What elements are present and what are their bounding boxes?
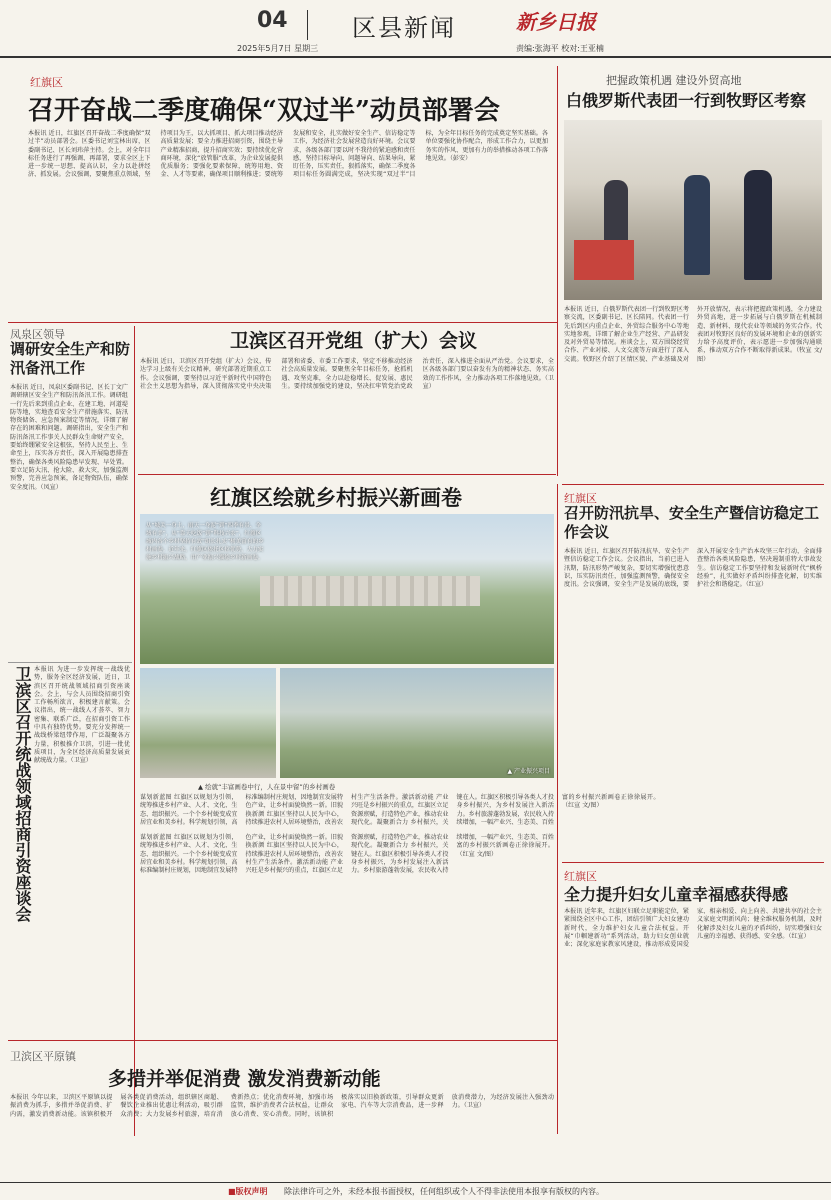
section-rule	[138, 474, 556, 475]
headline: 调研安全生产和防汛备汛工作	[10, 340, 131, 377]
section-rule	[8, 322, 557, 323]
headline: 白俄罗斯代表团一行到牧野区考察	[566, 91, 807, 110]
article-body: 本报讯 近日，凤泉区委副书记、区长丁文广调研辖区安全生产和防汛备汛工作。调研组一行先后来到重点企业、在建工地、河道堤防等地，实地查看安全生产措施落实、防汛物资储备、应急预案制定等情况，详细了解存在的困难和问题。调研指出，安全生产和防汛备汛工作事关人民群众生命财产安全，要始终绷紧安全这根弦，坚持人民至上、生命至上，压实各方责任，深入开展隐患排查整治，确保各类风险隐患早发现、早处置。要立足防大汛、抢大险、救大灾，加强监测预警，完善应急预案，备足物资队伍，确保安全度汛。（凤宣）	[10, 384, 128, 491]
masthead-rule	[0, 56, 831, 58]
section-rule	[562, 484, 824, 485]
column-divider	[557, 66, 558, 476]
district-tag: 红旗区	[564, 870, 597, 883]
person-figure	[744, 170, 772, 280]
footer-label: ■版权声明	[228, 1187, 268, 1196]
article-body-continued: 谋划新蓝图 红旗区以规划为引领，统筹推进乡村产业、人才、文化、生态、组织振兴。一个个乡村蜕变成宜居宜业和美乡村。科学规划引领，高标准编制村庄规划，因地制宜发展特色产业，让乡村面貌焕然一新。旧貌换新颜 红旗区坚持以人民为中心，持续推进农村人居环境整治，改善农村生产生活条件。激活新动能 产业兴旺是乡村振兴的重点，红旗区立足资源禀赋，打造特色产业，推动农业现代化。凝聚新合力 乡村振兴，关键在人。红旗区积极引导各类人才投身乡村振兴，为乡村发展注入新活力。乡村旅游蓬勃发展，农民收入持续增加，一幅产业兴、生态美、百姓富的乡村振兴新画卷正徐徐展开。（红宣 文/图）	[140, 834, 554, 875]
article-body: 本报讯 今年以来，卫滨区平原镇以提振消费为抓手，多措并举促消费、扩内需，激发消费新动能。该镇积极开展各类促消费活动，组织辖区商超、餐饮企业推出优惠让利活动，吸引群众消费；大力发展乡村旅游，培育消费新热点；优化消费环境，加强市场监管，维护消费者合法权益，让群众放心消费、安心消费。同时，该镇积极落实以旧换新政策，引导群众更新家电、汽车等大宗消费品，进一步释放消费潜力，为经济发展注入强劲动力。（卫宣）	[10, 1094, 554, 1118]
article-flood-safety-meeting	[562, 484, 824, 858]
person-figure	[684, 175, 710, 275]
section-rule	[8, 1040, 557, 1041]
headline: 多措并举促消费 激发消费新动能	[108, 1068, 381, 1090]
paper-logo: 新乡日报	[516, 10, 596, 34]
headline: 召开防汛抗旱、安全生产暨信访稳定工作会议	[564, 504, 820, 541]
article-body: 本报讯 近年来，红旗区妇联立足职能定位，紧紧围绕全区中心工作，团结引领广大妇女建功新时代，全力维护妇女儿童合法权益。开展“巾帼建新功”系列活动，助力妇女创业就业；深化家庭家教家风建设，推动形成爱国爱家、相亲相爱、向上向善、共建共享的社会主义家庭文明新风尚；健全维权服务机制，及时化解涉及妇女儿童的矛盾纠纷，切实增强妇女儿童的幸福感、获得感、安全感。（红宣）	[564, 908, 822, 949]
issue-date: 2025年5月7日 星期三	[237, 44, 319, 53]
headline: 卫滨区召开党组（扩大）会议	[230, 330, 478, 352]
village-rooftops	[260, 576, 480, 606]
photo-caption: ▲ 绘就“丰富画卷中行，人在景中留”的乡村画卷	[198, 783, 336, 791]
headline: 红旗区绘就乡村振兴新画卷	[210, 485, 462, 510]
district-tag: 红旗区	[564, 492, 597, 505]
column-divider	[134, 326, 135, 1136]
industry-photo	[280, 668, 554, 778]
article-belarus-delegation	[562, 60, 824, 478]
editor-credits: 责编:张海平 校对:王亚楠	[516, 44, 604, 53]
headline-vertical: 卫滨区召开统战领域招商引资座谈会	[13, 666, 32, 922]
text-overlay: 从“城关一身土，雨天一身泥”到“四季有景、全域有美”，从“靠天吃饭”到“科技兴农”，红旗区城内各个乡村坚持有效“组长扎实”树美富有的乡村画卷。近年来，红旗区依托区位优势，大力实施乡村振兴战略，用产业振兴描绘乡村新画卷。	[146, 523, 264, 561]
district-tag: 红旗区	[30, 76, 63, 89]
footer-rule	[0, 1182, 831, 1183]
column-divider	[557, 484, 558, 1134]
article-body: 本报讯 近日，红旗区召开奋战二季度确保“双过半”动员部署会。区委书记刘宝林出席，区委副书记、区长刘玮萍主持。会上，对全年目标任务进行了再强调、再部署，要求全区上下进一步统一思想、提高认识，全力以赴拼经济、抓发展。会议强调，要聚焦重点领域，坚持项目为王，以大抓项目、抓大项目推动经济高质量发展；要全力推进招商引资，围绕主导产业精准招商，提升招商实效；要持续优化营商环境，深化“放管服”改革，为企业发展提供优质服务；要强化要素保障，统筹用地、资金、人才等要素，确保项目顺利推进；要统筹发展和安全，扎实做好安全生产、信访稳定等工作，为经济社会发展营造良好环境。会议要求，各级各部门要以时不我待的紧迫感和责任感，坚持目标导向、问题导向、结果导向，紧盯任务，压实责任，狠抓落实，确保二季度各项目标任务圆满完成，坚决实现“双过半”目标，为全年目标任务的完成奠定坚实基础。各单位要强化协作配合，形成工作合力，以更加务实的作风、更加有力的举措推动各项工作落地见效。（彭安）	[28, 130, 548, 179]
photo-caption: ▲ 产业振兴项目	[507, 768, 550, 775]
article-weibin-united-front	[8, 664, 132, 1036]
article-weibin-party-meeting	[138, 326, 556, 470]
article-body: 谋划新蓝图 红旗区以规划为引领，统筹推进乡村产业、人才、文化、生态、组织振兴。一个个乡村蜕变成宜居宜业和美乡村。科学规划引领，高标准编制村庄规划，因地制宜发展特色产业，让乡村面貌焕然一新。旧貌换新颜 红旗区坚持以人民为中心，持续推进农村人居环境整治，改善农村生产生活条件。激活新动能 产业兴旺是乡村振兴的重点，红旗区立足资源禀赋，打造特色产业，推动农业现代化。凝聚新合力 乡村振兴，关键在人。红旗区积极引导各类人才投身乡村振兴，为乡村发展注入新活力。乡村旅游蓬勃发展，农民收入持续增加，一幅产业兴、生态美、百姓富的乡村振兴新画卷正徐徐展开。（红宣 文/图）	[140, 794, 660, 826]
district-tag: 凤泉区领导	[10, 328, 65, 341]
headline: 全力提升妇女儿童幸福感获得感	[564, 885, 789, 904]
page-number: 04	[257, 8, 288, 33]
display-machine	[574, 240, 634, 280]
road-photo	[140, 668, 276, 778]
article-women-children	[562, 862, 824, 1142]
delegation-photo	[564, 120, 822, 300]
article-body: 本报讯 近日，红旗区召开防汛抗旱、安全生产暨信访稳定工作会议。会议指出，当前已进入汛期，防汛形势严峻复杂，要切实增强忧患意识，压实防汛责任，加强监测预警，确保安全度汛。会议强调，安全生产是发展的底线，要深入开展安全生产治本攻坚三年行动，全面排查整治各类风险隐患，坚决遏制重特大事故发生。信访稳定工作要坚持和发展新时代“枫桥经验”，扎实做好矛盾纠纷排查化解，切实维护社会和谐稳定。（红宣）	[564, 548, 822, 589]
subtitle: 把握政策机遇 建设外贸高地	[606, 74, 742, 87]
district-tag: 卫滨区平原镇	[10, 1050, 76, 1063]
article-body: 本报讯 近日，卫滨区召开党组（扩大）会议，传达学习上级有关会议精神，研究部署近期重点工作。会议强调，要坚持以习近平新时代中国特色社会主义思想为指导，深入贯彻落实党中央决策部署和省委、市委工作要求，坚定不移推动经济社会高质量发展。要聚焦全年目标任务，抢抓机遇、攻坚克难，全力以赴稳增长、促发展、惠民生。要持续加强党的建设，坚决扛牢管党治党政治责任，深入推进全面从严治党。会议要求，全区各级各部门要以奋发有为的精神状态、务实高效的工作作风，全力推动各项工作落地见效。（卫宣）	[140, 358, 554, 390]
article-body: 本报讯 为进一步发挥统一战线优势，服务全区经济发展，近日，卫滨区召开统战领域招商引资座谈会。会上，与会人员围绕招商引资工作畅所欲言，积极建言献策。会议指出，统一战线人才荟萃、智力密集、联系广泛，在招商引资工作中具有独特优势。要充分发挥统一战线桥梁纽带作用，广泛凝聚各方力量，积极推介卫滨，引进一批优质项目，为全区经济高质量发展贡献统战力量。（卫宣）	[34, 666, 130, 765]
article-rural-revitalization	[138, 476, 660, 834]
headline: 召开奋战二季度确保“双过半”动员部署会	[28, 96, 500, 126]
article-fengquan-safety	[8, 326, 130, 660]
article-pingyuan-consumption	[8, 1042, 556, 1180]
copyright-notice: 除法律许可之外，未经本报书面授权，任何组织或个人不得非法使用本报享有版权的内容。	[284, 1187, 604, 1196]
article-red-flag-district-meeting	[0, 60, 556, 322]
masthead	[0, 0, 831, 58]
section-rule	[8, 662, 132, 663]
village-aerial-photo	[140, 514, 554, 664]
section-title: 区县新闻	[352, 14, 456, 42]
section-rule	[562, 862, 824, 863]
article-body: 本报讯 近日，白俄罗斯代表团一行到牧野区考察交流，区委副书记、区长陪同。代表团一行先后到区内重点企业、外贸综合服务中心等地实地参观，详细了解企业生产经营、产品研发及对外贸易等情况。座谈会上，双方围绕经贸合作、产业对接、人文交流等方面进行了深入交流。牧野区介绍了区情区貌、产业基础及对外开放情况，表示将把握政策机遇，全力建设外贸高地，进一步拓展与白俄罗斯在机械制造、新材料、现代农业等领域的务实合作。代表团对牧野区良好的发展环境和企业的创新实力给予高度评价，表示愿进一步加强沟通联系，推动双方合作不断取得新成果。（牧宣 文/图）	[564, 306, 822, 363]
divider	[307, 10, 308, 40]
